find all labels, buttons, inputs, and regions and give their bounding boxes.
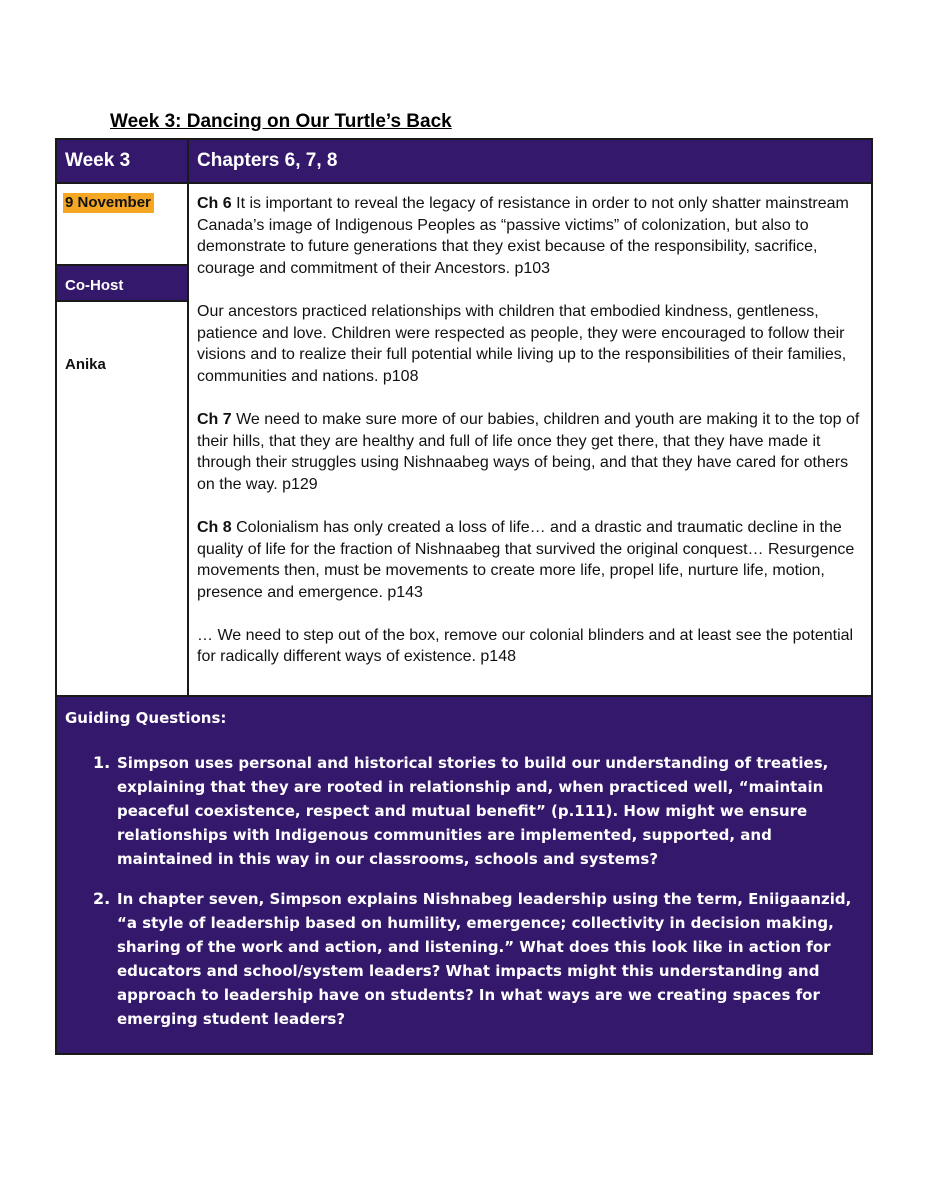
chapter-label: Ch 7 — [197, 410, 232, 428]
passage-text: We need to make sure more of our babies, children and youth are making it to the top of their hills, that they are healthy and full of life once they get there, that they have made it through their struggles using Nishnaabeg ways of being, and that they have cared for others on the way. p129 — [197, 410, 860, 493]
chapters-label: Chapters 6, 7, 8 — [188, 140, 871, 183]
question-item — [93, 751, 862, 871]
guiding-questions-title: Guiding Questions: — [65, 709, 227, 727]
cohost-name: Anika — [65, 356, 106, 373]
passage-text: Colonialism has only created a loss of life… and a drastic and traumatic decline in the quality of life for the fraction of Nishnaabeg that survived the original conquest… Resurgence movements then, must be movements to create more life, propel life, nurture life, motion, presence and emergence. p143 — [197, 518, 855, 601]
question-text: Simpson uses personal and historical stories to build our understanding of treaties, explaining that they are rooted in relationship and, when practiced well, “maintain peaceful coexistence, respect and mutual benefit” (p.111). How might we ensure relationships with Indigenous communities are implemented, supported, and maintained in this way in our classrooms, schools and systems? — [117, 754, 829, 868]
question-number: 1. — [93, 753, 111, 772]
passage — [197, 301, 869, 387]
chapter-label: Ch 8 — [197, 518, 232, 536]
passage — [197, 517, 869, 603]
cohost-header: Co-Host — [57, 264, 187, 302]
column-divider — [187, 140, 189, 696]
passage-text: … We need to step out of the box, remove our colonial blinders and at least see the potential for radically different ways of existence. p148 — [197, 626, 854, 666]
passages-cell — [197, 193, 869, 690]
passage — [197, 409, 869, 495]
week-label: Week 3 — [57, 140, 187, 183]
passage — [197, 625, 869, 668]
passage-text: Our ancestors practiced relationships with children that embodied kindness, gentleness, patience and love. Children were respected as people, they were encouraged to follow their visions and to realize their full potential while living up to the responsibilities of their families, communities and nations. p108 — [197, 302, 847, 385]
date-highlight: 9 November — [63, 193, 154, 213]
week-table — [55, 138, 873, 1055]
chapter-label: Ch 6 — [197, 195, 232, 212]
question-number: 2. — [93, 889, 111, 908]
passage — [197, 193, 869, 279]
page-title: Week 3: Dancing on Our Turtle’s Back — [110, 111, 452, 132]
date-cell — [57, 184, 187, 263]
question-item — [93, 887, 862, 1031]
guiding-questions-section — [57, 697, 871, 1053]
passage-text: It is important to reveal the legacy of resistance in order to not only shatter mainstream Canada’s image of Indigenous Peoples as “passive victims” of colonization, but also to demonstrate to future generations that they exist because of the responsibility, sacrifice, courage and commitment of their Ancestors. p103 — [197, 195, 849, 277]
question-text: In chapter seven, Simpson explains Nishnabeg leadership using the term, Eniigaanzid, “a style of leadership based on humility, emergence; collectivity in decision making, sharing of the work and action, and listening.” What does this look like in action for educators and school/system leaders? What impacts might this understanding and approach to leadership have on students? In what ways are we creating spaces for emerging student leaders? — [117, 890, 852, 1028]
